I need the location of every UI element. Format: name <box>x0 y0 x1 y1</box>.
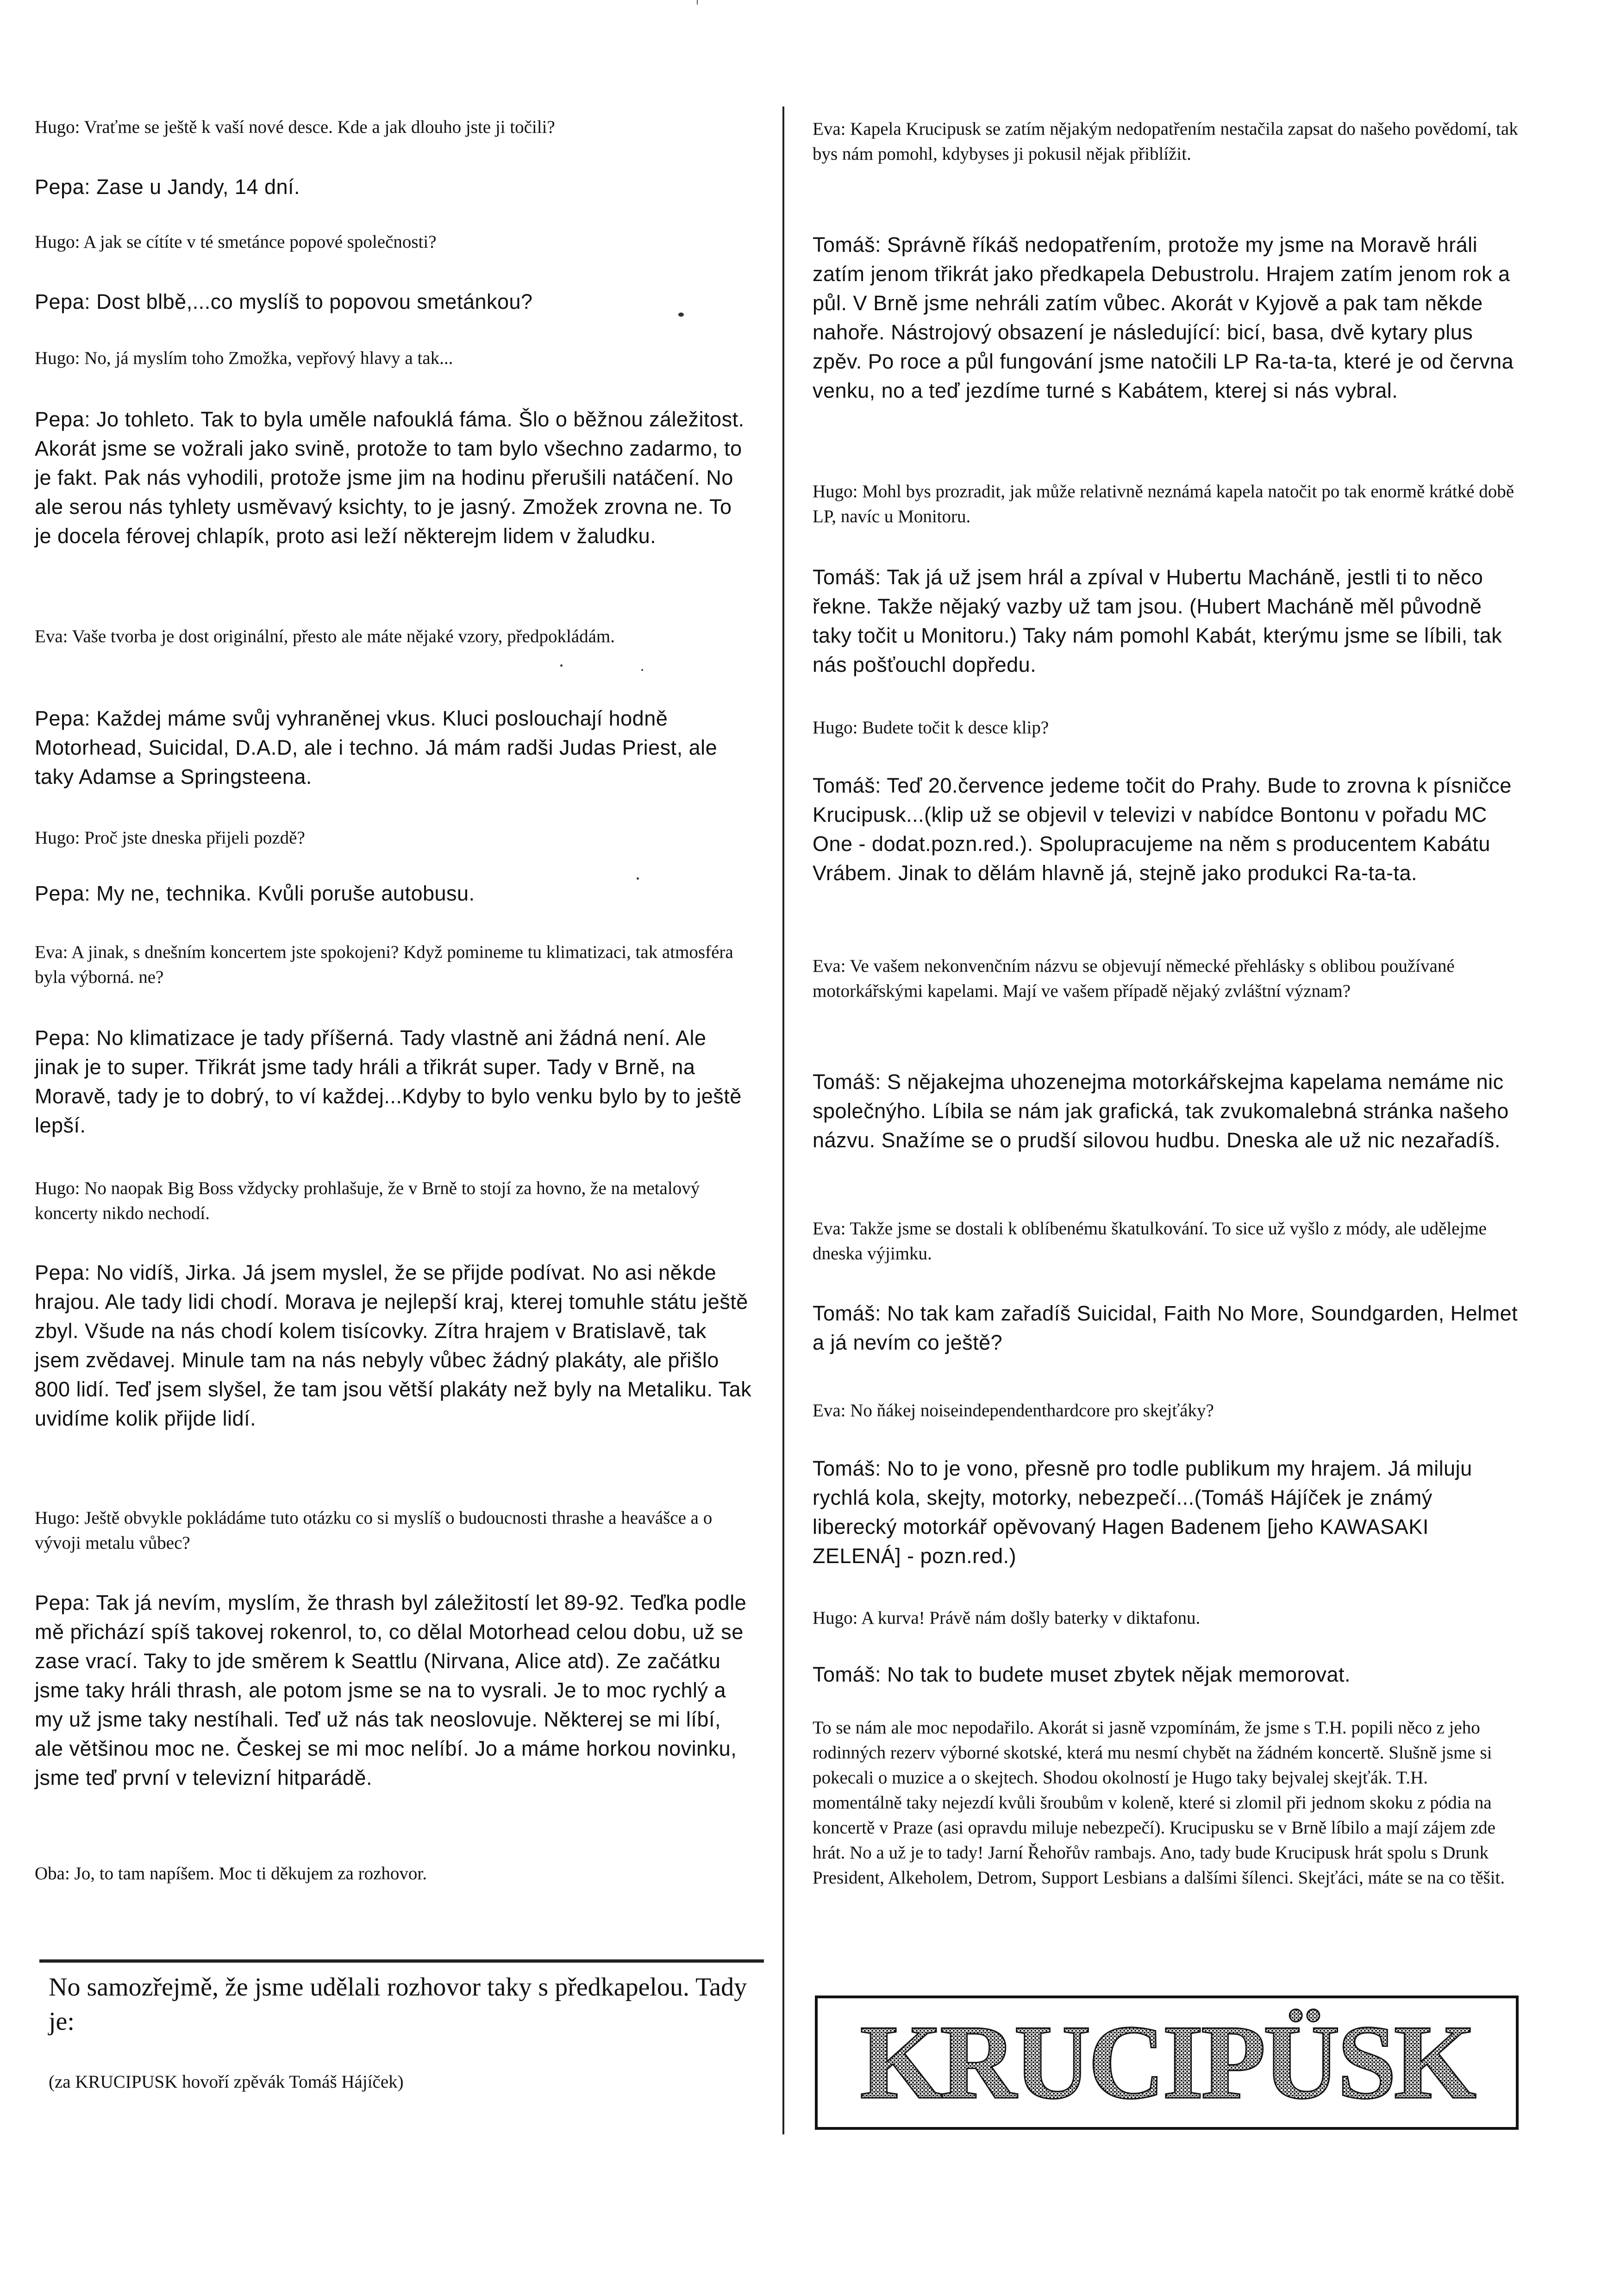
interview-answer: Pepa: Jo tohleto. Tak to byla uměle nafouklá fáma. Šlo o běžnou záležitost. Akorát jsme se vožrali jako svině, protože to tam bylo všechno zadarmo, to je fakt. Pak nás vyhodili, protože jsme jim na hodinu přerušili natáčení. No ale serou nás tyhlety usměvavý ksichty, to je jasný. Zmožek zrovna ne. To je docela férovej chlapík, proto asi leží některejm lidem v žaludku. <box>35 407 744 548</box>
interview-question: Hugo: A jak se cítíte v té smetánce popové společnosti? <box>35 232 437 252</box>
band-logo-box <box>815 1996 1519 2130</box>
support-band-intro: No samozřejmě, že jsme udělali rozhovor taky s předkapelou. Tady je: <box>49 1973 747 2036</box>
logo-wordmark: KRUCIPÜSK <box>859 2003 1474 2121</box>
interview-answer: Tomáš: No tak to budete muset zbytek nějak memorovat. <box>813 1663 1351 1686</box>
interview-answer: Tomáš: Teď 20.července jedeme točit do Prahy. Bude to zrovna k písničce Krucipusk...(klip už se objevil v televizi v nabídce Bontonu v pořadu MC One - dodat.pozn.red.). Spolupracujeme na něm s producentem Kabátu Vrábem. Jinak to dělám hlavně já, stejně jako produkci Ra-ta-ta. <box>813 774 1512 885</box>
scan-mark <box>697 0 698 5</box>
scan-speck <box>678 313 684 317</box>
band-logo-icon <box>818 1998 1516 2127</box>
interview-answer: Tomáš: S nějakejma uhozenejma motorkářskejma kapelama nemáme nic společnýho. Líbila se nám jak grafická, tak zvukomalebná stránka našeho názvu. Snažíme se o prudší silovou hudbu. Dneska ale už nic nezařadíš. <box>813 1070 1509 1152</box>
column-divider <box>782 106 784 2134</box>
interview-question: Hugo: Vraťme se ještě k vaší nové desce. Kde a jak dlouho jste ji točili? <box>35 117 555 137</box>
scan-speck <box>560 664 563 667</box>
interview-answer: Pepa: Tak já nevím, myslím, že thrash byl záležitostí let 89-92. Teďka podle mě přichází spíš takovej rokenrol, to, co dělal Motorhead celou dobu, už se zase vrací. Taky to jde směrem k Seattlu (Nirvana, Alice atd). Ze začátku jsme taky hráli thrash, ale potom jsme se na to vysrali. Je to moc rychlý a my už jsme taky nestíhali. Teď už nás tak neoslovuje. Některej se mi líbí, ale většinou moc ne. Českej se mi moc nelíbí. Jo a máme horkou novinku, jsme teď první v televizní hitparádě. <box>35 1591 747 1789</box>
interview-answer: Pepa: My ne, technika. Kvůli poruše autobusu. <box>35 882 475 905</box>
interview-answer: Tomáš: Správně říkáš nedopatřením, protože my jsme na Moravě hráli zatím jenom třikrát jako předkapela Debustrolu. Hrajem zatím jenom rok a půl. V Brně jsme nehráli zatím vůbec. Akorát v Kyjově a pak tam někde nahoře. Nástrojový obsazení je následující: bicí, basa, dvě kytary plus zpěv. Po roce a půl fungování jsme natočili LP Ra-ta-ta, které je od června venku, no a teď jezdíme turné s Kabátem, kterej si nás vybral. <box>813 233 1514 402</box>
section-rule <box>39 1959 764 1963</box>
interview-question: Eva: Ve vašem nekonvenčním názvu se objevují německé přehlásky s oblibou používané motorkářskými kapelami. Mají ve vašem případě nějaký zvláštní význam? <box>813 956 1455 1001</box>
interview-question: Hugo: Ještě obvykle pokládáme tuto otázku co si myslíš o budoucnosti thrashe a heavášce a o vývoji metalu vůbec? <box>35 1508 713 1553</box>
interview-answer: Pepa: No vidíš, Jirka. Já jsem myslel, že se přijde podívat. No asi někde hrajou. Ale tady lidi chodí. Morava je nejlepší kraj, kterej tomuhle státu ještě zbyl. Všude na nás chodí kolem tisícovky. Zítra hrajem v Bratislavě, tak jsem zvědavej. Minule tam na nás nebyly vůbec žádný plakáty, ale přišlo 800 lidí. Teď jsem slyšel, že tam jsou větší plakáty než byly na Metaliku. Tak uvidíme kolik přijde lidí. <box>35 1261 752 1430</box>
interview-question: Hugo: No, já myslím toho Zmožka, vepřový hlavy a tak... <box>35 348 453 368</box>
interview-question: Hugo: No naopak Big Boss vždycky prohlašuje, že v Brně to stojí za hovno, že na metalový koncerty nikdo nechodí. <box>35 1178 700 1223</box>
interview-answer: Tomáš: No tak kam zařadíš Suicidal, Faith No More, Soundgarden, Helmet a já nevím co ještě? <box>813 1301 1518 1354</box>
interview-answer: Tomáš: No to je vono, přesně pro todle publikum my hrajem. Já miluju rychlá kola, skejty, motorky, nebezpečí...(Tomáš Hájíček je známý liberecký motorkář opěvovaný Hagen Badenem [jeho KAWASAKI ZELENÁ] - pozn.red.) <box>813 1457 1472 1568</box>
interview-question: Eva: A jinak, s dnešním koncertem jste spokojeni? Když pomineme tu klimatizaci, tak atmosféra byla výborná. ne? <box>35 942 733 987</box>
interview-question: Oba: Jo, to tam napíšem. Moc ti děkujem za rozhovor. <box>35 1864 427 1883</box>
scan-speck <box>637 877 639 880</box>
interview-question: Hugo: Proč jste dneska přijeli pozdě? <box>35 828 305 848</box>
interview-question: Hugo: A kurva! Právě nám došly baterky v diktafonu. <box>813 1608 1201 1628</box>
interview-question: Hugo: Budete točit k desce klip? <box>813 718 1049 738</box>
support-band-note: (za KRUCIPUSK hovoří zpěvák Tomáš Hájíček) <box>49 2072 404 2092</box>
interview-answer: Pepa: No klimatizace je tady příšerná. Tady vlastně ani žádná není. Ale jinak je to super. Třikrát jsme tady hráli a třikrát super. Tady v Brně, na Moravě, tady je to dobrý, to ví každej...Kdyby to bylo venku bylo by to ještě lepší. <box>35 1026 742 1137</box>
interview-answer: Pepa: Dost blbě,...co myslíš to popovou smetánkou? <box>35 290 533 313</box>
interview-answer: Pepa: Zase u Jandy, 14 dní. <box>35 175 300 199</box>
interview-answer: Pepa: Každej máme svůj vyhraněnej vkus. Kluci poslouchají hodně Motorhead, Suicidal, D.A.D, ale i techno. Já mám radši Judas Priest, ale taky Adamse a Springsteena. <box>35 707 718 788</box>
interview-question: Eva: No ňákej noiseindependenthardcore pro skejťáky? <box>813 1401 1214 1420</box>
interview-question: Eva: Kapela Krucipusk se zatím nějakým nedopatřením nestačila zapsat do našeho povědomí, tak bys nám pomohl, kdybyses ji pokusil nějak přiblížit. <box>813 119 1518 164</box>
interview-question: Eva: Vaše tvorba je dost originální, přesto ale máte nějaké vzory, předpokládám. <box>35 626 615 646</box>
interview-question: Hugo: Mohl bys prozradit, jak může relativně neznámá kapela natočit po tak enormě krátké době LP, navíc u Monitoru. <box>813 482 1514 526</box>
interview-answer: Tomáš: Tak já už jsem hrál a zpíval v Hubertu Machánĕ, jestli ti to něco řekne. Takže nějaký vazby už tam jsou. (Hubert Machánĕ měl původně taky točit u Monitoru.) Taky nám pomohl Kabát, kterýmu jsme se líbili, tak nás pošťouchl dopředu. <box>813 565 1502 676</box>
scan-speck <box>641 669 643 671</box>
interview-question: Eva: Takže jsme se dostali k oblíbenému škatulkování. To sice už vyšlo z módy, ale udělejme dneska výjimku. <box>813 1219 1487 1264</box>
interview-question: To se nám ale moc nepodařilo. Akorát si jasně vzpomínám, že jsme s T.H. popili něco z jeho rodinných rezerv výborné skotské, která mu nesmí chybět na žádném koncertě. Slušně jsme si pokecali o muzice a o skejtech. Shodou okolností je Hugo taky bejvalej skejťák. T.H. momentálně taky nejezdí kvůli šroubům v koleně, které si zlomil při jednom skoku z pódia na koncertě v Praze (asi opravdu miluje nebezpečí). Krucipusku se v Brně líbilo a mají zájem zde hrát. No a už je to tady! Jarní Řehořův rambajs. Ano, tady bude Krucipusk hrát spolu s Drunk President, Alkeholem, Detrom, Support Lesbians a dalšími šílenci. Skejťáci, máte se na co těšit. <box>813 1718 1505 1888</box>
